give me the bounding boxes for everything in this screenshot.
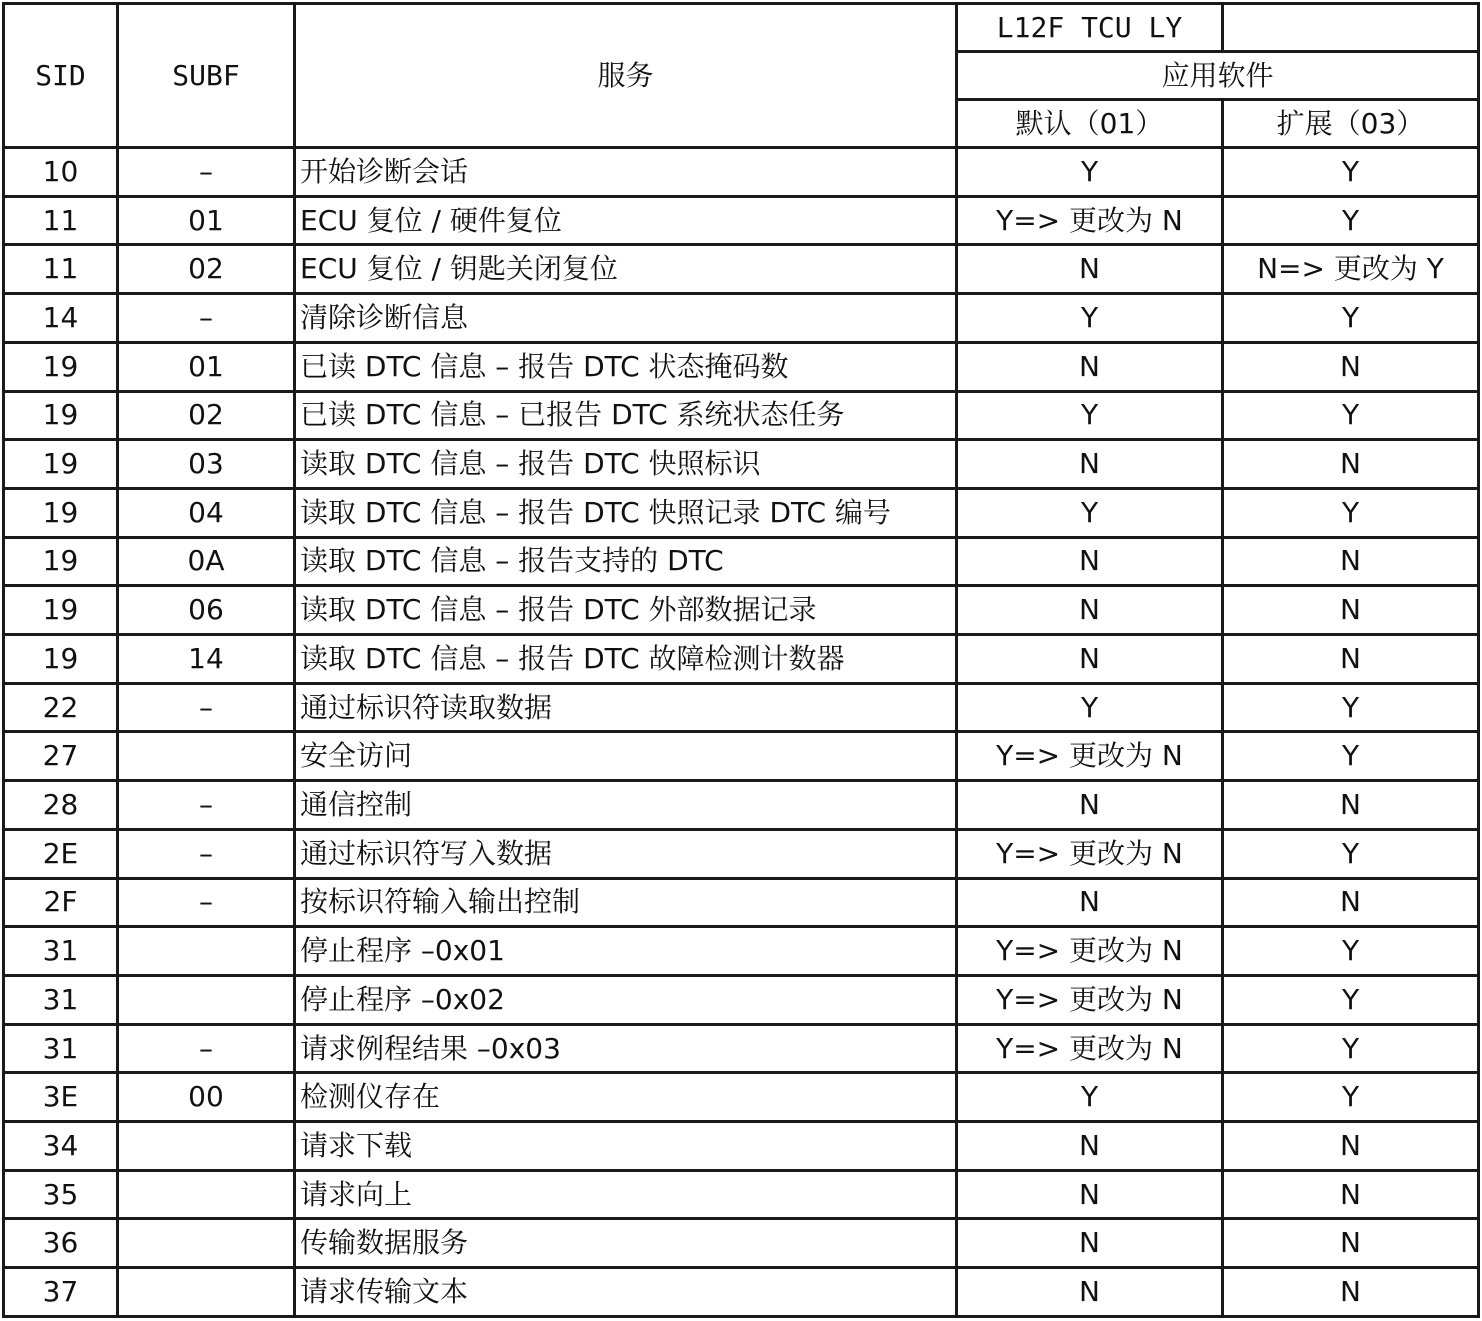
subf-cell: 01 xyxy=(118,196,295,245)
default-session-cell: N xyxy=(957,586,1223,635)
subf-cell: – xyxy=(118,148,295,197)
app-software-header: 应用软件 xyxy=(957,52,1479,100)
sid-cell: 3E xyxy=(4,1073,118,1122)
extended-session-cell: Y xyxy=(1223,829,1479,878)
extended-session-cell: N xyxy=(1223,440,1479,489)
default-session-cell: Y xyxy=(957,1073,1223,1122)
extended-session-cell: Y xyxy=(1223,975,1479,1024)
sid-cell: 19 xyxy=(4,391,118,440)
sid-cell: 37 xyxy=(4,1268,118,1317)
sid-cell: 10 xyxy=(4,148,118,197)
extended-session-cell: N xyxy=(1223,537,1479,586)
table-row xyxy=(4,537,1479,586)
service-cell: 安全访问 xyxy=(295,732,957,781)
subf-cell: 02 xyxy=(118,391,295,440)
default-session-cell: N xyxy=(957,440,1223,489)
table-row xyxy=(4,1073,1479,1122)
extended-session-cell: N=> 更改为 Y xyxy=(1223,245,1479,294)
default-session-cell: Y=> 更改为 N xyxy=(957,196,1223,245)
table-header xyxy=(4,4,1479,148)
service-cell: 开始诊断会话 xyxy=(295,148,957,197)
table-row xyxy=(4,1268,1479,1317)
sid-cell: 19 xyxy=(4,537,118,586)
service-cell: 读取 DTC 信息 – 报告 DTC 外部数据记录 xyxy=(295,586,957,635)
service-cell: 读取 DTC 信息 – 报告支持的 DTC xyxy=(295,537,957,586)
extended-session-cell: N xyxy=(1223,635,1479,684)
table-row xyxy=(4,927,1479,976)
extended-session-cell: Y xyxy=(1223,488,1479,537)
service-cell: 通信控制 xyxy=(295,781,957,830)
uds-services-table xyxy=(2,2,1480,1318)
service-cell: 通过标识符写入数据 xyxy=(295,829,957,878)
sid-cell: 22 xyxy=(4,683,118,732)
default-session-cell: N xyxy=(957,635,1223,684)
table-body xyxy=(4,148,1479,1317)
project-header: L12F TCU LY xyxy=(957,4,1223,52)
sid-cell: 2E xyxy=(4,829,118,878)
default-session-cell: N xyxy=(957,781,1223,830)
extended-session-cell: Y xyxy=(1223,1024,1479,1073)
table-row xyxy=(4,1122,1479,1171)
service-cell: 读取 DTC 信息 – 报告 DTC 故障检测计数器 xyxy=(295,635,957,684)
extended-session-cell: Y xyxy=(1223,927,1479,976)
default-session-cell: Y xyxy=(957,488,1223,537)
service-cell: 请求传输文本 xyxy=(295,1268,957,1317)
subf-cell: – xyxy=(118,829,295,878)
default-session-cell: N xyxy=(957,1268,1223,1317)
default-session-cell: Y xyxy=(957,294,1223,343)
subf-cell xyxy=(118,927,295,976)
service-cell: ECU 复位 / 硬件复位 xyxy=(295,196,957,245)
sid-cell: 35 xyxy=(4,1170,118,1219)
sid-cell: 19 xyxy=(4,488,118,537)
default-session-cell: N xyxy=(957,1170,1223,1219)
default-session-cell: N xyxy=(957,537,1223,586)
service-cell: 请求下载 xyxy=(295,1122,957,1171)
subf-cell xyxy=(118,975,295,1024)
table-row xyxy=(4,1170,1479,1219)
extended-session-cell: Y xyxy=(1223,196,1479,245)
extended-session-cell: Y xyxy=(1223,732,1479,781)
default-session-cell: Y=> 更改为 N xyxy=(957,927,1223,976)
default-session-cell: Y xyxy=(957,683,1223,732)
header-row-1 xyxy=(4,4,1479,52)
service-cell: 请求例程结果 –0x03 xyxy=(295,1024,957,1073)
table-row xyxy=(4,975,1479,1024)
extended-session-cell: N xyxy=(1223,781,1479,830)
extended-session-cell: Y xyxy=(1223,294,1479,343)
sid-cell: 28 xyxy=(4,781,118,830)
extended-session-cell: N xyxy=(1223,1268,1479,1317)
service-cell: 已读 DTC 信息 – 已报告 DTC 系统状态任务 xyxy=(295,391,957,440)
sid-cell: 31 xyxy=(4,927,118,976)
sid-cell: 19 xyxy=(4,440,118,489)
table-row xyxy=(4,488,1479,537)
table-row xyxy=(4,1219,1479,1268)
service-cell: 按标识符输入输出控制 xyxy=(295,878,957,927)
extended-session-cell: N xyxy=(1223,1122,1479,1171)
sid-cell: 19 xyxy=(4,342,118,391)
subf-cell: – xyxy=(118,683,295,732)
table-row xyxy=(4,781,1479,830)
default-session-cell: N xyxy=(957,1122,1223,1171)
subf-cell: 01 xyxy=(118,342,295,391)
subf-cell: 00 xyxy=(118,1073,295,1122)
subf-cell xyxy=(118,1219,295,1268)
extended-session-cell: Y xyxy=(1223,148,1479,197)
sid-cell: 11 xyxy=(4,245,118,294)
default-session-cell: Y xyxy=(957,148,1223,197)
service-cell: 停止程序 –0x01 xyxy=(295,927,957,976)
service-cell: 读取 DTC 信息 – 报告 DTC 快照标识 xyxy=(295,440,957,489)
sid-cell: 14 xyxy=(4,294,118,343)
table-row xyxy=(4,148,1479,197)
service-cell: 传输数据服务 xyxy=(295,1219,957,1268)
subf-cell: – xyxy=(118,294,295,343)
table-row xyxy=(4,829,1479,878)
default-session-header: 默认（01） xyxy=(957,100,1223,148)
extended-session-cell: Y xyxy=(1223,391,1479,440)
subf-cell: 14 xyxy=(118,635,295,684)
service-header: 服务 xyxy=(295,4,957,148)
extended-session-cell: N xyxy=(1223,1170,1479,1219)
service-cell: 检测仪存在 xyxy=(295,1073,957,1122)
default-session-cell: N xyxy=(957,342,1223,391)
extended-session-cell: N xyxy=(1223,878,1479,927)
table-row xyxy=(4,196,1479,245)
subf-cell: 02 xyxy=(118,245,295,294)
table-row xyxy=(4,586,1479,635)
service-cell: 停止程序 –0x02 xyxy=(295,975,957,1024)
subf-cell: 03 xyxy=(118,440,295,489)
default-session-cell: Y xyxy=(957,391,1223,440)
extended-session-cell: Y xyxy=(1223,1073,1479,1122)
table-row xyxy=(4,878,1479,927)
subf-cell: 04 xyxy=(118,488,295,537)
default-session-cell: Y=> 更改为 N xyxy=(957,975,1223,1024)
extended-session-cell: N xyxy=(1223,1219,1479,1268)
project-blank-cell xyxy=(1223,4,1479,52)
subf-cell xyxy=(118,1122,295,1171)
table-row xyxy=(4,635,1479,684)
extended-session-cell: Y xyxy=(1223,683,1479,732)
subf-cell xyxy=(118,732,295,781)
service-cell: 读取 DTC 信息 – 报告 DTC 快照记录 DTC 编号 xyxy=(295,488,957,537)
table-row xyxy=(4,683,1479,732)
table-row xyxy=(4,440,1479,489)
default-session-cell: Y=> 更改为 N xyxy=(957,1024,1223,1073)
extended-session-cell: N xyxy=(1223,586,1479,635)
table-row xyxy=(4,391,1479,440)
subf-cell xyxy=(118,1170,295,1219)
default-session-cell: N xyxy=(957,245,1223,294)
default-session-cell: Y=> 更改为 N xyxy=(957,829,1223,878)
extended-session-cell: N xyxy=(1223,342,1479,391)
service-cell: 已读 DTC 信息 – 报告 DTC 状态掩码数 xyxy=(295,342,957,391)
table-row xyxy=(4,294,1479,343)
service-cell: ECU 复位 / 钥匙关闭复位 xyxy=(295,245,957,294)
table-row xyxy=(4,245,1479,294)
sid-header: SID xyxy=(4,4,118,148)
sid-cell: 34 xyxy=(4,1122,118,1171)
subf-cell: 0A xyxy=(118,537,295,586)
table-row xyxy=(4,732,1479,781)
table-row xyxy=(4,342,1479,391)
subf-cell xyxy=(118,1268,295,1317)
default-session-cell: Y=> 更改为 N xyxy=(957,732,1223,781)
sid-cell: 31 xyxy=(4,975,118,1024)
service-cell: 清除诊断信息 xyxy=(295,294,957,343)
default-session-cell: N xyxy=(957,878,1223,927)
subf-cell: 06 xyxy=(118,586,295,635)
subf-cell: – xyxy=(118,878,295,927)
sid-cell: 11 xyxy=(4,196,118,245)
service-cell: 通过标识符读取数据 xyxy=(295,683,957,732)
sid-cell: 31 xyxy=(4,1024,118,1073)
sid-cell: 19 xyxy=(4,635,118,684)
sid-cell: 36 xyxy=(4,1219,118,1268)
default-session-cell: N xyxy=(957,1219,1223,1268)
extended-session-header: 扩展（03） xyxy=(1223,100,1479,148)
subf-cell: – xyxy=(118,781,295,830)
subf-header: SUBF xyxy=(118,4,295,148)
table-row xyxy=(4,1024,1479,1073)
sid-cell: 2F xyxy=(4,878,118,927)
subf-cell: – xyxy=(118,1024,295,1073)
service-cell: 请求向上 xyxy=(295,1170,957,1219)
sid-cell: 27 xyxy=(4,732,118,781)
sid-cell: 19 xyxy=(4,586,118,635)
